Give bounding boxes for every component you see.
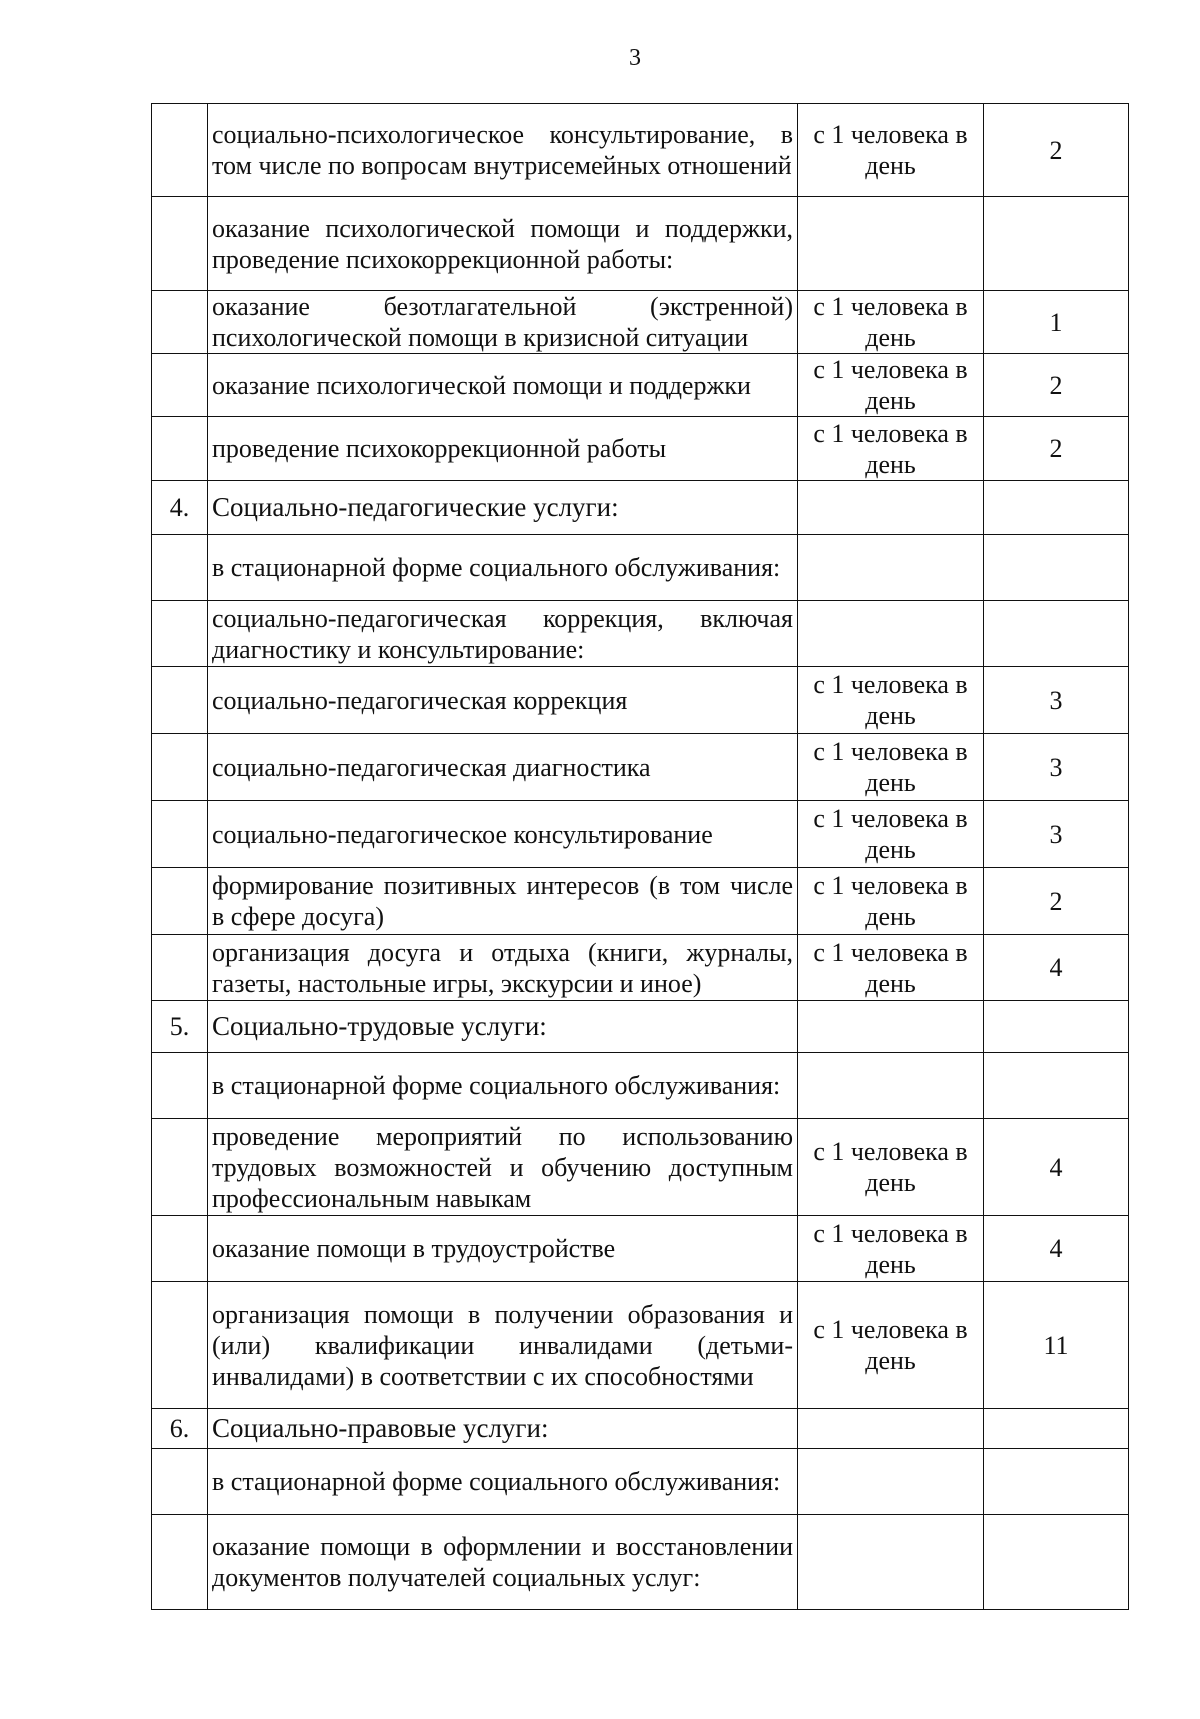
row-number: 5. bbox=[152, 1001, 208, 1053]
table-row bbox=[152, 1449, 1129, 1515]
table-row bbox=[152, 1282, 1129, 1409]
table-row bbox=[152, 197, 1129, 291]
service-name: оказание помощи в трудоустройстве bbox=[208, 1216, 798, 1282]
row-number bbox=[152, 868, 208, 935]
section-row bbox=[152, 1001, 1129, 1053]
unit-of-measure: с 1 человека в день bbox=[798, 1216, 984, 1282]
norm-value: 3 bbox=[984, 667, 1129, 734]
unit-of-measure: с 1 человека в день bbox=[798, 354, 984, 417]
row-number bbox=[152, 291, 208, 354]
service-name: оказание безотлагательной (экстренной) психологической помощи в кризисной ситуации bbox=[208, 291, 798, 354]
service-name: организация помощи в получении образования и (или) квалификации инвалидами (детьми-инвалидами) в соответствии с их способностями bbox=[208, 1282, 798, 1409]
unit-of-measure bbox=[798, 197, 984, 291]
table-row bbox=[152, 734, 1129, 801]
service-name: организация досуга и отдыха (книги, журналы, газеты, настольные игры, экскурсии и иное) bbox=[208, 935, 798, 1001]
table-row bbox=[152, 535, 1129, 601]
table-row bbox=[152, 1216, 1129, 1282]
unit-of-measure: с 1 человека в день bbox=[798, 417, 984, 481]
table-row bbox=[152, 1053, 1129, 1119]
norm-value bbox=[984, 601, 1129, 667]
section-row bbox=[152, 481, 1129, 535]
norm-value bbox=[984, 197, 1129, 291]
row-number bbox=[152, 1053, 208, 1119]
norm-value bbox=[984, 535, 1129, 601]
row-number bbox=[152, 354, 208, 417]
service-name: социально-педагогическая коррекция bbox=[208, 667, 798, 734]
service-name: оказание психологической помощи и поддержки bbox=[208, 354, 798, 417]
row-number bbox=[152, 1449, 208, 1515]
table-row bbox=[152, 935, 1129, 1001]
unit-of-measure: с 1 человека в день bbox=[798, 734, 984, 801]
service-name: формирование позитивных интересов (в том числе в сфере досуга) bbox=[208, 868, 798, 935]
norm-value: 2 bbox=[984, 104, 1129, 197]
row-number: 6. bbox=[152, 1409, 208, 1449]
table-row bbox=[152, 1515, 1129, 1610]
service-name: Социально-правовые услуги: bbox=[208, 1409, 798, 1449]
row-number bbox=[152, 1216, 208, 1282]
unit-of-measure bbox=[798, 601, 984, 667]
service-name: проведение мероприятий по использованию трудовых возможностей и обучению доступным профессиональным навыкам bbox=[208, 1119, 798, 1216]
table-row bbox=[152, 801, 1129, 868]
unit-of-measure bbox=[798, 535, 984, 601]
service-name: социально-психологическое консультирование, в том числе по вопросам внутрисемейных отношений bbox=[208, 104, 798, 197]
table-row bbox=[152, 1119, 1129, 1216]
service-name: оказание помощи в оформлении и восстановлении документов получателей социальных услуг: bbox=[208, 1515, 798, 1610]
unit-of-measure bbox=[798, 1449, 984, 1515]
table-row bbox=[152, 104, 1129, 197]
unit-of-measure bbox=[798, 1053, 984, 1119]
services-table-body bbox=[152, 104, 1129, 1610]
table-row bbox=[152, 291, 1129, 354]
unit-of-measure bbox=[798, 1409, 984, 1449]
norm-value bbox=[984, 1409, 1129, 1449]
unit-of-measure: с 1 человека в день bbox=[798, 801, 984, 868]
norm-value bbox=[984, 481, 1129, 535]
unit-of-measure: с 1 человека в день bbox=[798, 104, 984, 197]
unit-of-measure bbox=[798, 1001, 984, 1053]
service-name: в стационарной форме социального обслуживания: bbox=[208, 1053, 798, 1119]
norm-value: 3 bbox=[984, 801, 1129, 868]
norm-value: 2 bbox=[984, 354, 1129, 417]
service-name: социально-педагогическая диагностика bbox=[208, 734, 798, 801]
norm-value bbox=[984, 1001, 1129, 1053]
service-name: социально-педагогическая коррекция, включая диагностику и консультирование: bbox=[208, 601, 798, 667]
row-number bbox=[152, 535, 208, 601]
row-number bbox=[152, 417, 208, 481]
services-table bbox=[151, 103, 1129, 1610]
norm-value bbox=[984, 1515, 1129, 1610]
norm-value: 4 bbox=[984, 1216, 1129, 1282]
section-row bbox=[152, 1409, 1129, 1449]
norm-value: 1 bbox=[984, 291, 1129, 354]
unit-of-measure: с 1 человека в день bbox=[798, 935, 984, 1001]
table-row bbox=[152, 667, 1129, 734]
service-name: проведение психокоррекционной работы bbox=[208, 417, 798, 481]
service-name: Социально-педагогические услуги: bbox=[208, 481, 798, 535]
unit-of-measure bbox=[798, 1515, 984, 1610]
norm-value bbox=[984, 1053, 1129, 1119]
service-name: оказание психологической помощи и поддержки, проведение психокоррекционной работы: bbox=[208, 197, 798, 291]
row-number bbox=[152, 601, 208, 667]
table-row bbox=[152, 868, 1129, 935]
norm-value: 3 bbox=[984, 734, 1129, 801]
row-number bbox=[152, 734, 208, 801]
unit-of-measure: с 1 человека в день bbox=[798, 667, 984, 734]
norm-value bbox=[984, 1449, 1129, 1515]
row-number bbox=[152, 801, 208, 868]
row-number bbox=[152, 104, 208, 197]
unit-of-measure: с 1 человека в день bbox=[798, 291, 984, 354]
service-name: в стационарной форме социального обслуживания: bbox=[208, 1449, 798, 1515]
norm-value: 4 bbox=[984, 935, 1129, 1001]
unit-of-measure: с 1 человека в день bbox=[798, 1282, 984, 1409]
row-number bbox=[152, 667, 208, 734]
row-number: 4. bbox=[152, 481, 208, 535]
row-number bbox=[152, 935, 208, 1001]
row-number bbox=[152, 1119, 208, 1216]
norm-value: 2 bbox=[984, 868, 1129, 935]
page-number: 3 bbox=[629, 45, 641, 71]
unit-of-measure: с 1 человека в день bbox=[798, 868, 984, 935]
service-name: в стационарной форме социального обслуживания: bbox=[208, 535, 798, 601]
unit-of-measure bbox=[798, 481, 984, 535]
service-name: социально-педагогическое консультирование bbox=[208, 801, 798, 868]
unit-of-measure: с 1 человека в день bbox=[798, 1119, 984, 1216]
norm-value: 2 bbox=[984, 417, 1129, 481]
table-row bbox=[152, 354, 1129, 417]
norm-value: 4 bbox=[984, 1119, 1129, 1216]
service-name: Социально-трудовые услуги: bbox=[208, 1001, 798, 1053]
table-row bbox=[152, 601, 1129, 667]
table-row bbox=[152, 417, 1129, 481]
row-number bbox=[152, 1515, 208, 1610]
norm-value: 11 bbox=[984, 1282, 1129, 1409]
row-number bbox=[152, 1282, 208, 1409]
row-number bbox=[152, 197, 208, 291]
